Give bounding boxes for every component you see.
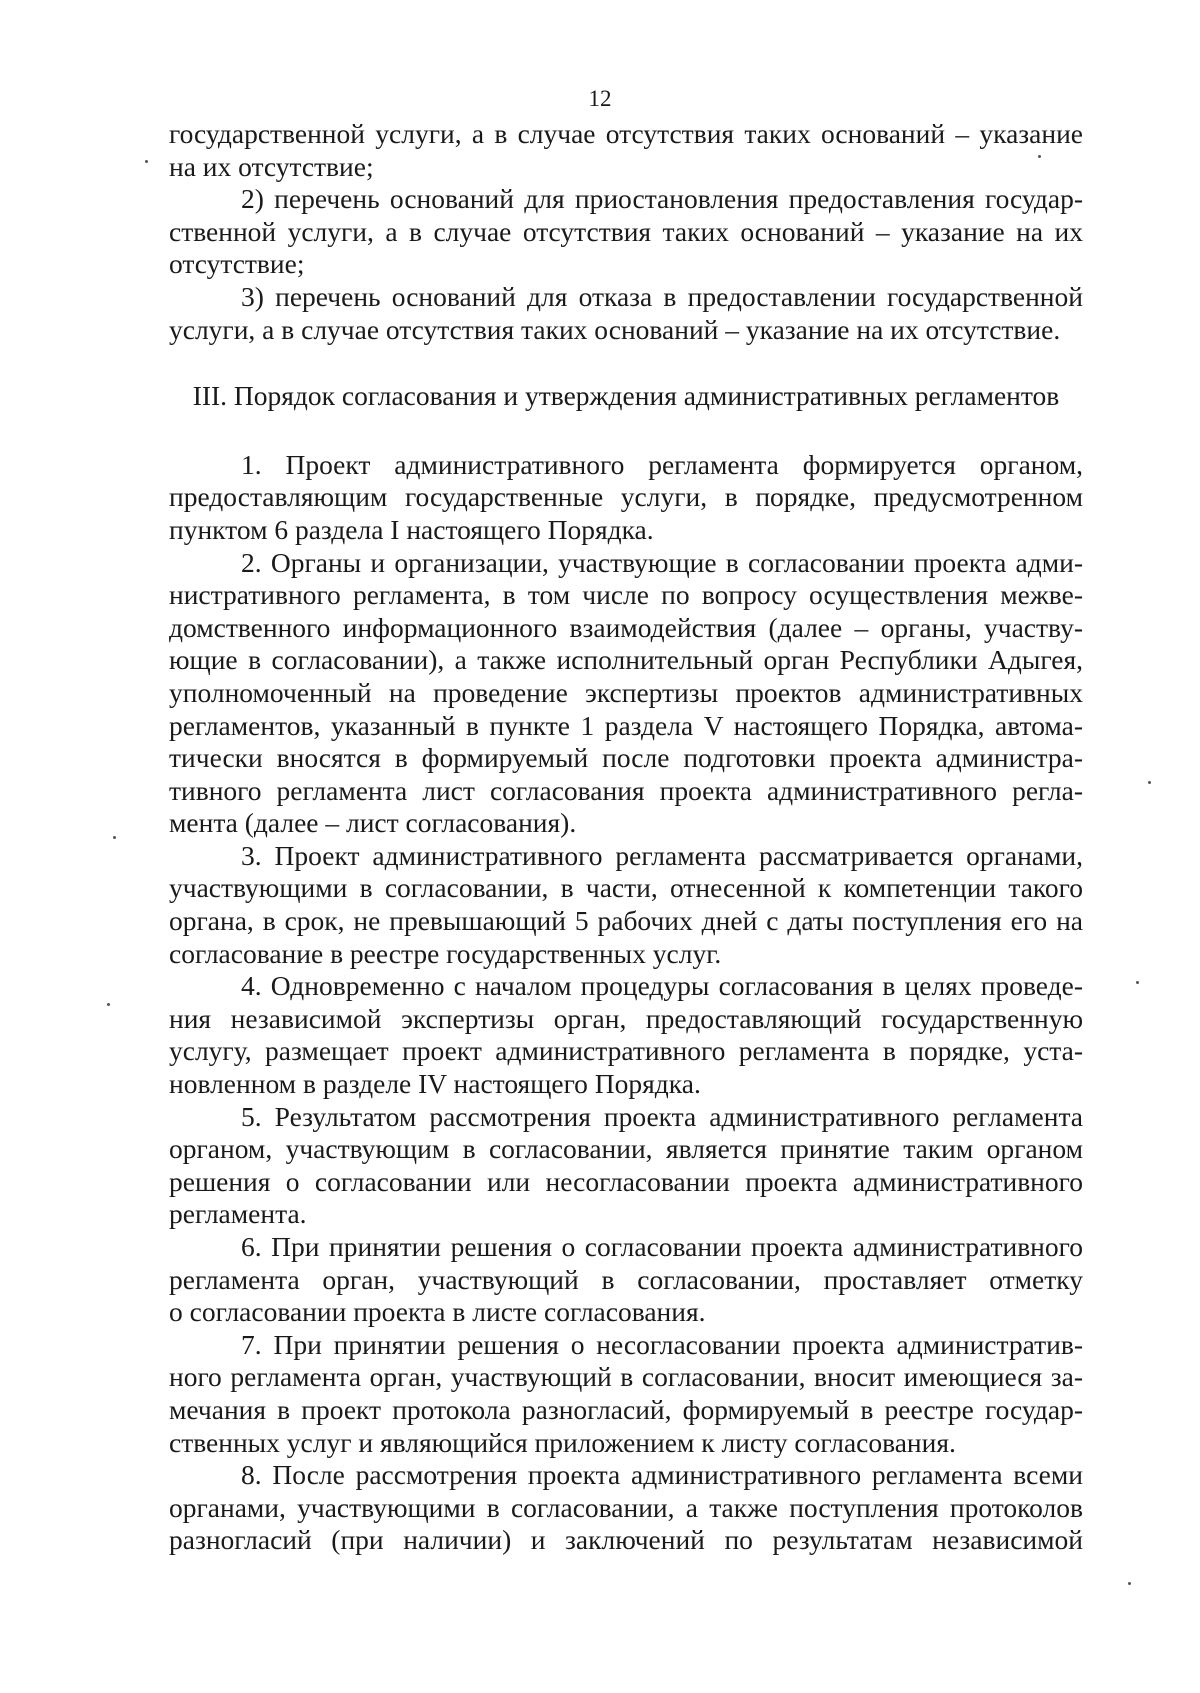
text-line: уполномоченный на проведение экспертизы проектов административных <box>169 676 1083 708</box>
text-line: мента (далее – лист согласования). <box>169 807 577 839</box>
text-line: ственных услуг и являющийся приложением к листу согласования. <box>169 1426 956 1458</box>
text-line: 2. Органы и организации, участвующие в согласовании проекта адми- <box>241 546 1083 578</box>
text-line: 4. Одновременно с началом процедуры согласования в целях проведе- <box>241 970 1083 1002</box>
text-line: 8. После рассмотрения проекта административного регламента всеми <box>241 1459 1083 1491</box>
text-line: отсутствие; <box>169 248 305 280</box>
text-line: нистративного регламента, в том числе по вопросу осуществления межве- <box>169 579 1083 611</box>
text-line: новленном в разделе IV настоящего Порядка. <box>169 1068 701 1100</box>
paragraph <box>169 1329 1083 1459</box>
paragraph <box>169 840 1083 970</box>
text-line: ственной услуги, а в случае отсутствия таких оснований – указание на их <box>169 215 1083 247</box>
text-line: ного регламента орган, участвующий в согласовании, вносит имеющиеся за- <box>169 1361 1083 1393</box>
text-line: регламентов, указанный в пункте 1 раздела V настоящего Порядка, автома- <box>169 709 1083 741</box>
scan-speck <box>1128 1582 1131 1585</box>
scan-speck <box>1038 155 1041 158</box>
section-heading: III. Порядок согласования и утверждения административных регламентов <box>192 380 1060 412</box>
text-line: органами, участвующими в согласовании, а также поступления протоколов <box>169 1491 1083 1523</box>
page-number: 12 <box>588 86 612 111</box>
text-line: государственной услуги, а в случае отсутствия таких оснований – указание <box>169 118 1083 149</box>
text-line: разногласий (при наличии) и заключений по результатам независимой <box>169 1524 1083 1556</box>
text-line: 3. Проект административного регламента рассматривается органами, <box>241 839 1083 871</box>
text-line: органа, в срок, не превышающий 5 рабочих дней с даты поступления его на <box>169 905 1083 937</box>
text-line: 3) перечень оснований для отказа в предоставлении государственной <box>241 280 1083 312</box>
paragraph <box>169 449 1083 547</box>
text-line: 7. При принятии решения о несогласовании проекта административ- <box>241 1328 1083 1360</box>
text-line: 1. Проект административного регламента формируется органом, <box>241 448 1083 480</box>
scan-speck <box>113 836 116 839</box>
document-body <box>169 118 1083 1557</box>
text-line: ния независимой экспертизы орган, предоставляющий государственную <box>169 1002 1083 1034</box>
text-line: мечания в проект протокола разногласий, формируемый в реестре государ- <box>169 1393 1083 1425</box>
scan-speck <box>145 160 148 163</box>
text-line: 5. Результатом рассмотрения проекта административного регламента <box>241 1100 1083 1132</box>
text-line: 6. При принятии решения о согласовании проекта административного <box>241 1231 1083 1262</box>
text-line: согласование в реестре государственных услуг. <box>169 937 722 969</box>
scan-speck <box>1136 981 1139 984</box>
text-line: участвующими в согласовании, в части, отнесенной к компетенции такого <box>169 872 1083 904</box>
text-line: о согласовании проекта в листе согласования. <box>169 1296 706 1328</box>
paragraph <box>169 118 1083 183</box>
text-line: на их отсутствие; <box>169 150 374 182</box>
paragraph <box>169 1231 1083 1329</box>
paragraph <box>169 1101 1083 1231</box>
text-line: услуги, а в случае отсутствия таких оснований – указание на их отсутствие. <box>169 313 1061 345</box>
text-line: тивного регламента лист согласования проекта административного регла- <box>169 774 1083 806</box>
paragraph <box>169 547 1083 840</box>
paragraph <box>169 281 1083 346</box>
paragraph <box>169 1459 1083 1557</box>
text-line: тически вносятся в формируемый после подготовки проекта администра- <box>169 742 1083 774</box>
text-line: 2) перечень оснований для приостановления предоставления государ- <box>241 183 1083 215</box>
paragraph <box>169 183 1083 281</box>
paragraph <box>169 970 1083 1100</box>
text-line: ющие в согласовании), а также исполнительный орган Республики Адыгея, <box>169 644 1083 676</box>
text-line: органом, участвующим в согласовании, является принятие таким органом <box>169 1133 1083 1165</box>
text-line: пунктом 6 раздела I настоящего Порядка. <box>169 513 654 545</box>
text-line: предоставляющим государственные услуги, в порядке, предусмотренном <box>169 481 1083 513</box>
text-line: регламента орган, участвующий в согласовании, проставляет отметку <box>169 1263 1083 1295</box>
text-line: регламента. <box>169 1198 307 1230</box>
scan-speck <box>1148 781 1151 784</box>
text-line: домственного информационного взаимодействия (далее – органы, участву- <box>169 611 1083 643</box>
text-line: решения о согласовании или несогласовании проекта административного <box>169 1165 1083 1197</box>
text-line: услугу, размещает проект административного регламента в порядке, уста- <box>169 1035 1083 1067</box>
scan-speck <box>107 1003 110 1006</box>
